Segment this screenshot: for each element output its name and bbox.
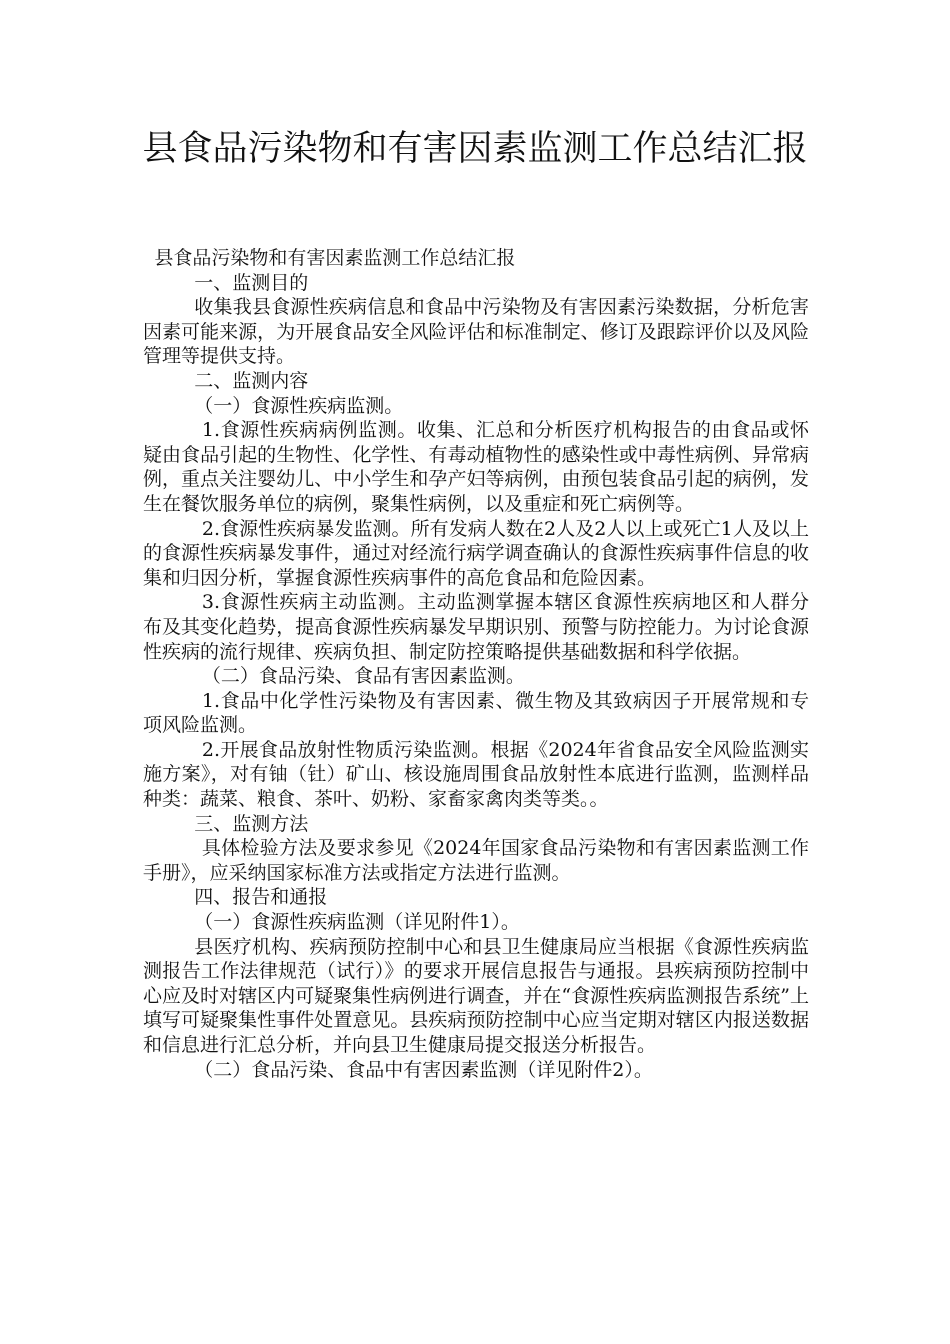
document-body [143, 246, 809, 1082]
document-title: 县食品污染物和有害因素监测工作总结汇报 [142, 129, 808, 169]
subsection-heading-disease: （一）食源性疾病监测。 [194, 394, 404, 417]
paragraph-case-monitoring: 1.食源性疾病病例监测。收集、汇总和分析医疗机构报告的由食品或怀疑由食品引起的生物性、化学性、有毒动植物性的感染性或中毒性病例、异常病例，重点关注婴幼儿、中小学生和孕产妇等病例，由预包装食品引起的病例，发生在餐饮服务单位的病例，聚集性病例，以及重症和死亡病例等。 [143, 419, 809, 515]
subtitle-paragraph: 县食品污染物和有害因素监测工作总结汇报 [154, 247, 516, 269]
section-heading-method: 三、监测方法 [194, 812, 309, 835]
section-heading-content: 二、监测内容 [194, 369, 309, 392]
section-heading-purpose: 一、监测目的 [194, 271, 309, 294]
paragraph-active-monitoring: 3.食源性疾病主动监测。主动监测掌握本辖区食源性疾病地区和人群分布及其变化趋势，提高食源性疾病暴发早期识别、预警与防控能力。为讨论食源性疾病的流行规律、疾病负担、制定防控策略提供基础数据和科学依据。 [143, 591, 809, 663]
paragraph-method: 具体检验方法及要求参见《2024年国家食品污染物和有害因素监测工作手册》，应采纳国家标准方法或指定方法进行监测。 [143, 837, 809, 884]
subsection-heading-disease-report: （一）食源性疾病监测（详见附件1）。 [194, 911, 520, 934]
paragraph-outbreak-monitoring: 2.食源性疾病暴发监测。所有发病人数在2人及2人以上或死亡1人及以上的食源性疾病暴发事件，通过对经流行病学调查确认的食源性疾病事件信息的收集和归因分析，掌握食源性疾病事件的高危食品和危险因素。 [143, 517, 809, 589]
paragraph-radioactive-monitoring: 2.开展食品放射性物质污染监测。根据《2024年省食品安全风险监测实施方案》，对有铀（钍）矿山、核设施周围食品放射性本底进行监测，监测样品种类：蔬菜、粮食、茶叶、奶粉、家畜家禽肉类等类。。 [143, 738, 809, 811]
paragraph-chemical-monitoring: 1.食品中化学性污染物及有害因素、微生物及其致病因子开展常规和专项风险监测。 [143, 689, 809, 737]
paragraph-purpose: 收集我县食源性疾病信息和食品中污染物及有害因素污染数据，分析危害因素可能来源，为开展食品安全风险评估和标准制定、修订及跟踪评价以及风险管理等提供支持。 [143, 296, 809, 368]
section-heading-report: 四、报告和通报 [194, 886, 328, 909]
subsection-heading-contamination: （二）食品污染、食品有害因素监测。 [201, 665, 525, 688]
paragraph-disease-report: 县医疗机构、疾病预防控制中心和县卫生健康局应当根据《食源性疾病监测报告工作法律规范（试行）》的要求开展信息报告与通报。县疾病预防控制中心应及时对辖区内可疑聚集性病例进行调查，并在“食源性疾病监测报告系统”上填写可疑聚集性事件处置意见。县疾病预防控制中心应当定期对辖区内报送数据和信息进行汇总分析，并向县卫生健康局提交报送分析报告。 [143, 935, 809, 1056]
subsection-heading-contamination-report: （二）食品污染、食品中有害因素监测（详见附件2）。 [194, 1058, 653, 1081]
